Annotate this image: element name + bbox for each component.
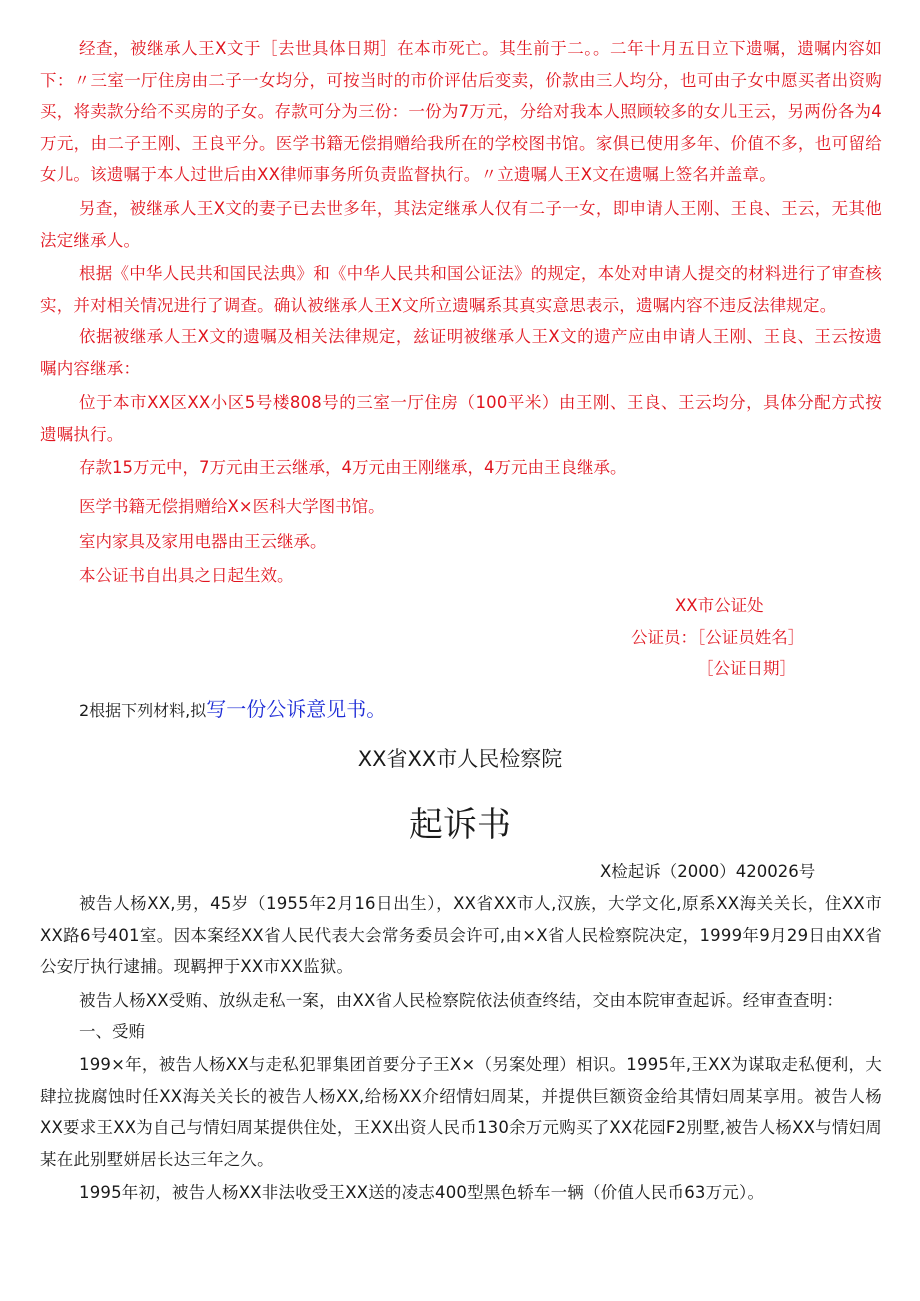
- notary-para-legal-basis: 根据《中华人民共和国民法典》和《中华人民共和国公证法》的规定，本处对申请人提交的材料进行了审查核实，并对相关情况进行了调查。确认被继承人王X文所立遗嘱系其真实意思表示，遗嘱内容不违反法律规定。: [40, 264, 882, 315]
- question-prefix: 2根据下列材料,拟: [79, 701, 207, 720]
- section-heading-bribery: 一、受贿: [79, 1022, 145, 1041]
- notary-effective-line: 本公证书自出具之日起生效。: [79, 566, 294, 585]
- notary-deposit-line: 存款15万元中，7万元由王云继承，4万元由王刚继承，4万元由王良继承。: [79, 458, 627, 477]
- question-line: [79, 696, 386, 724]
- notary-date: ［公证日期］: [697, 659, 796, 678]
- car-bribe-para: 1995年初，被告人杨XX非法收受王XX送的凌志400型黑色轿车一辆（价值人民币63万元）。: [79, 1183, 765, 1202]
- notary-para-house: 位于本市XX区XX小区5号楼808号的三室一厅住房（100平米）由王刚、王良、王云均分，具体分配方式按遗嘱执行。: [40, 393, 882, 444]
- defendant-info-para: 被告人杨XX,男，45岁（1955年2月16日出生），XX省XX市人,汉族，大学文化,原系XX海关关长，住XX市XX路6号401室。因本案经XX省人民代表大会常务委员会许可,由×X省人民检察院决定，1999年9月29日由XX省公安厅执行逮捕。现羁押于XX市XX监狱。: [40, 894, 882, 976]
- procuratorate-name: XX省XX市人民检察院: [357, 747, 563, 771]
- notary-person: 公证员：［公证员姓名］: [631, 628, 805, 647]
- case-intro-para: 被告人杨XX受贿、放纵走私一案，由XX省人民检察院依法侦查终结，交由本院审查起诉。经审查查明：: [79, 991, 844, 1010]
- bribery-facts-para: 199×年，被告人杨XX与走私犯罪集团首要分子王X×（另案处理）相识。1995年,王XX为谋取走私便利，大肆拉拢腐蚀时任XX海关关长的被告人杨XX,给杨XX介绍情妇周某，并提供巨额资金给其情妇周某享用。被告人杨XX要求王XX为自己与情妇周某提供住处，王XX出资人民币130余万元购买了XX花园F2別墅,被告人杨XX与情妇周某在此别墅姘居长达三年之久。: [40, 1055, 882, 1169]
- notary-books-line: 医学书籍无偿捐赠给X×医科大学图书馆。: [79, 497, 385, 516]
- notary-office: XX市公证处: [675, 596, 764, 615]
- notary-para-heirs: 另查，被继承人王X文的妻子已去世多年，其法定继承人仅有二子一女，即申请人王刚、王良、王云，无其他法定继承人。: [40, 199, 882, 250]
- question-link[interactable]: 写一份公诉意见书。: [206, 697, 387, 721]
- notary-para-will: 经查，被继承人王X文于［去世具体日期］在本市死亡。其生前于二。。二年十月五日立下遗嘱，遗嘱内容如下：〃三室一厅住房由二子一女均分，可按当时的市价评估后变卖，价款由三人均分，也可由子女中愿买者出资购买，将卖款分给不买房的子女。存款可分为三份：一份为7万元，分给对我本人照顾较多的女儿王云，另两份各为4万元，由二子王刚、王良平分。医学书籍无偿捐赠给我所在的学校图书馆。家俱已使用多年、价值不多，也可留给女儿。该遗嘱于本人过世后由XX律师事务所负责监督执行。〃立遗嘱人王X文在遗嘱上签名并盖章。: [40, 39, 882, 184]
- notary-para-certify: 依据被继承人王X文的遗嘱及相关法律规定，兹证明被继承人王X文的遗产应由申请人王刚、王良、王云按遗嘱内容继承：: [40, 327, 882, 378]
- document-title: 起诉书: [409, 805, 511, 845]
- document-number: X检起诉（2000）420026号: [600, 862, 816, 881]
- notary-furniture-line: 室内家具及家用电器由王云继承。: [79, 532, 327, 551]
